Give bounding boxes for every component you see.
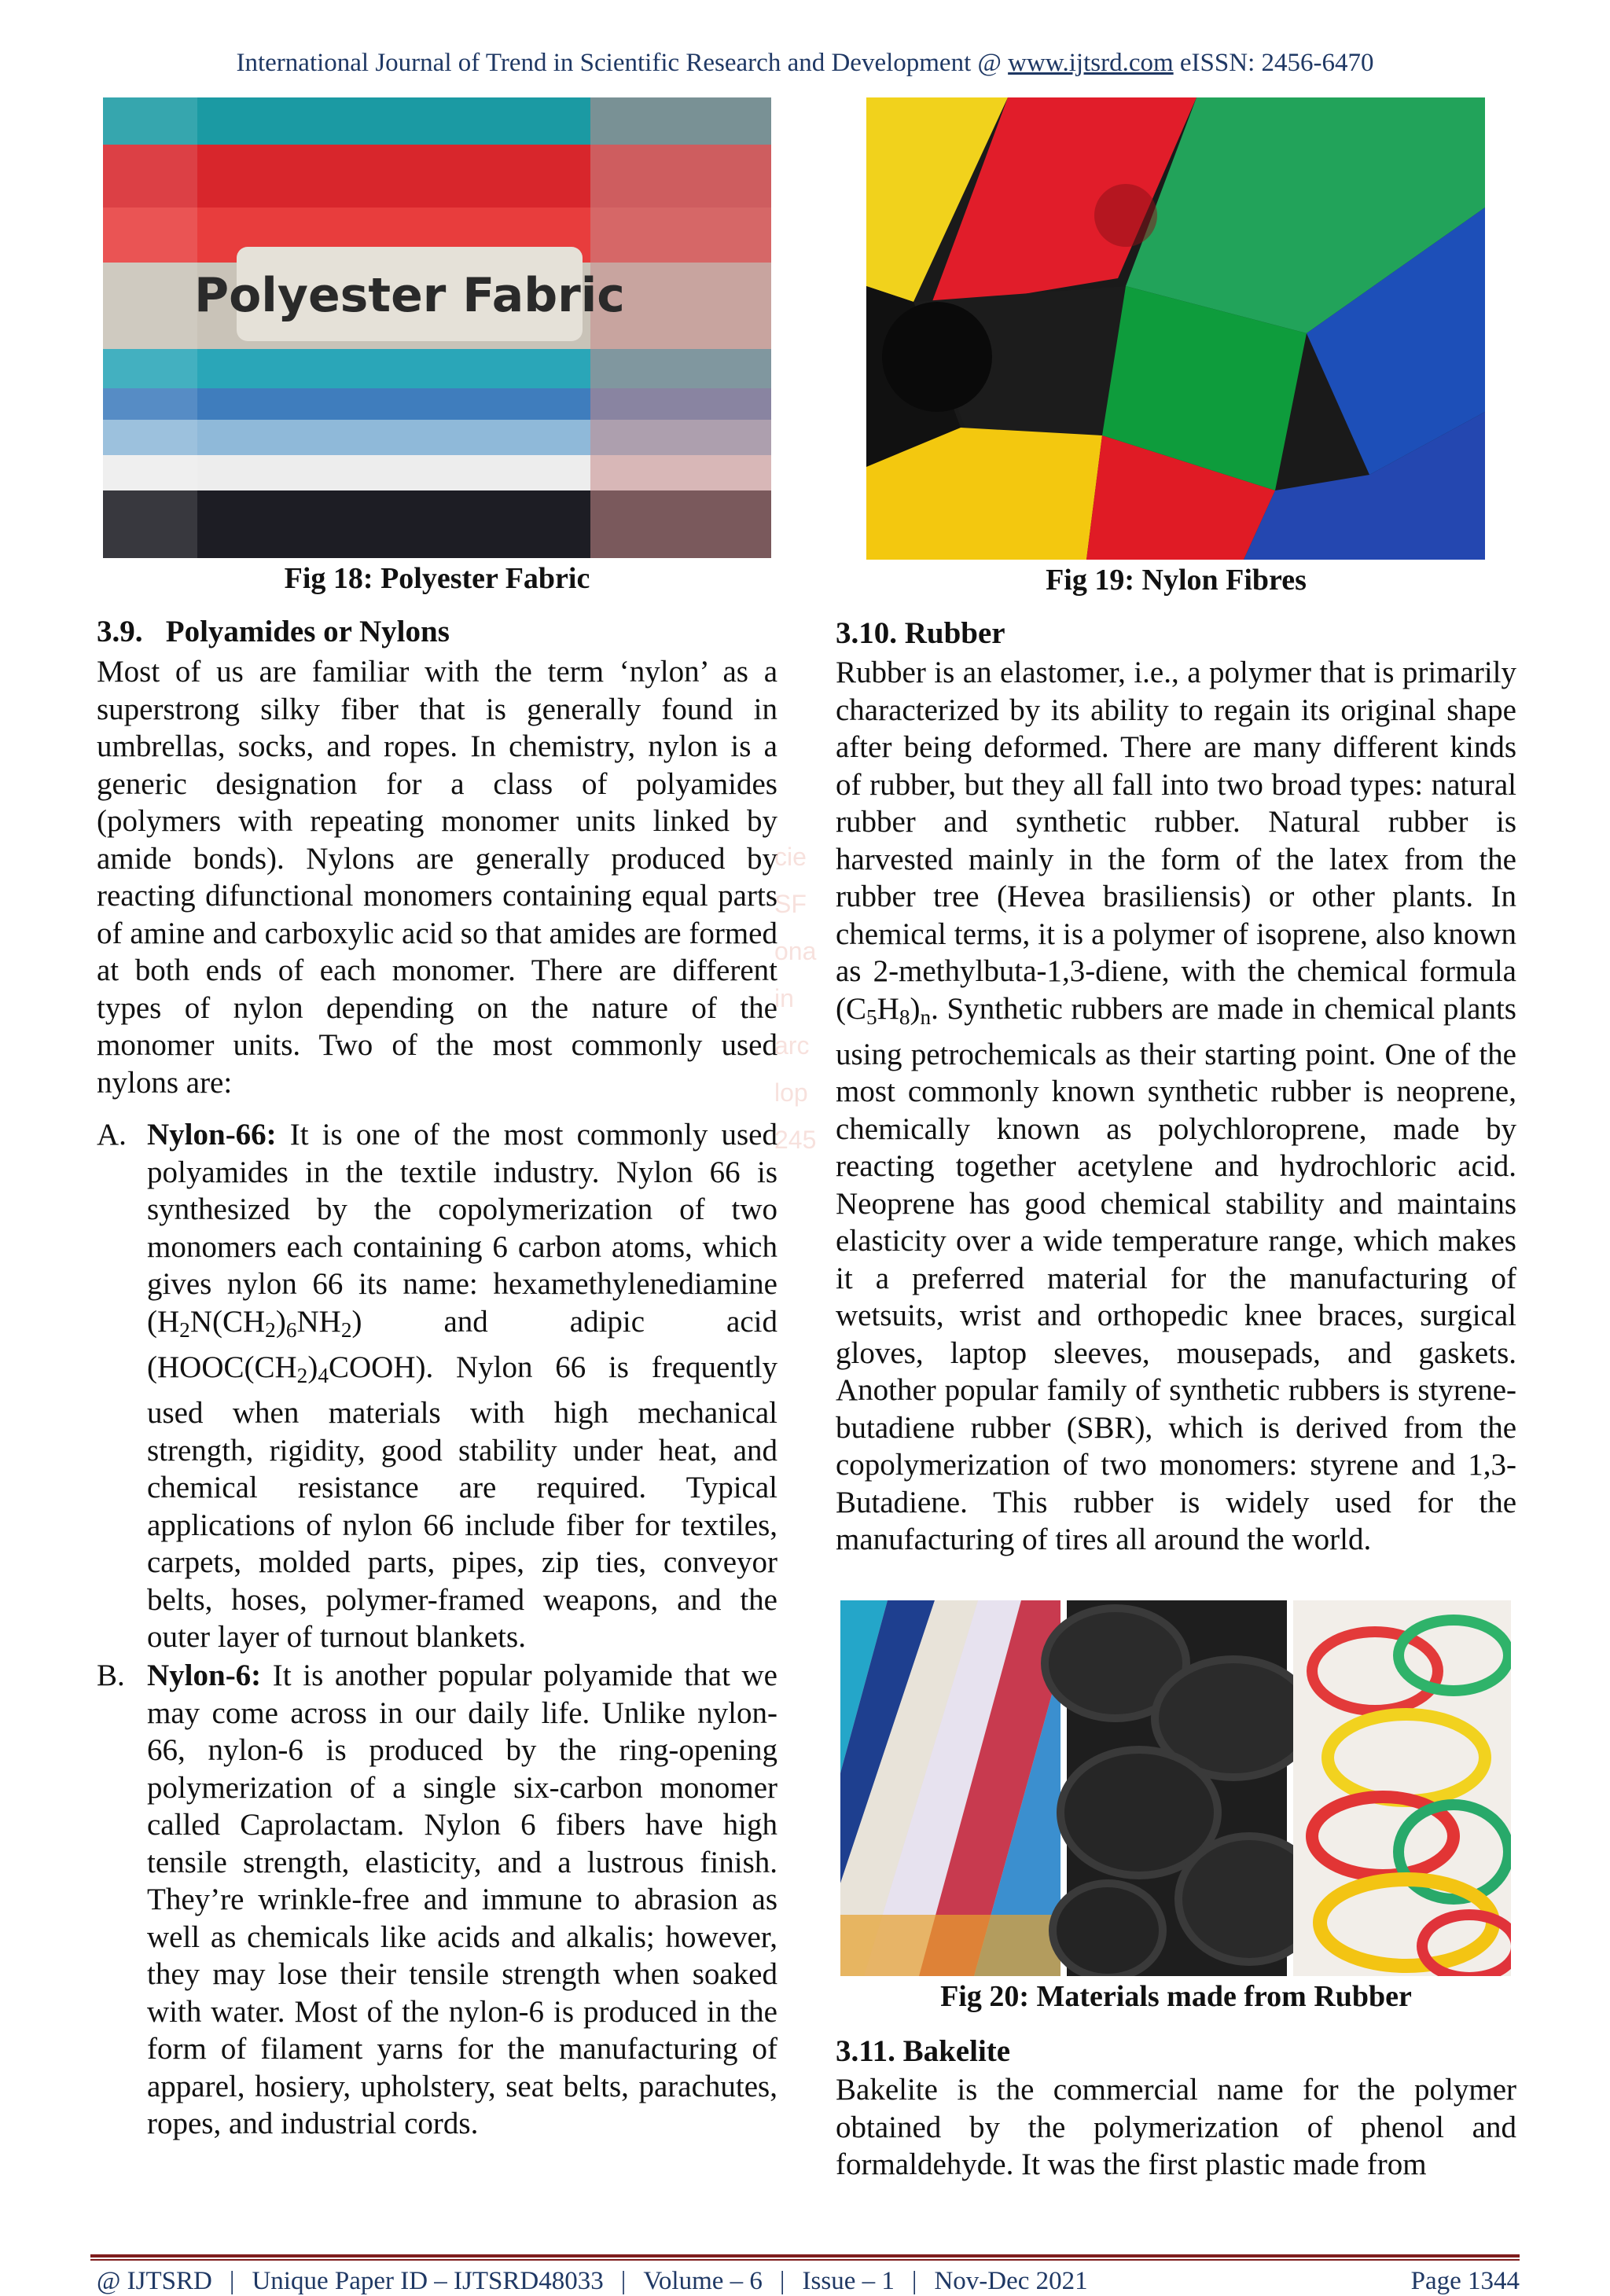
footer-issue: Issue – 1	[802, 2267, 895, 2295]
fig20-caption: Fig 20: Materials made from Rubber	[940, 1980, 1412, 2013]
section-title-3-10	[836, 615, 1005, 651]
watermark	[774, 833, 845, 1399]
section-heading: Rubber	[904, 616, 1005, 650]
watermark-text: lop	[774, 1078, 808, 1107]
list-marker-a: A.	[97, 1118, 127, 1152]
item-text: It is another popular polyamide that we may come across in our daily life. Unlike nylon-66, nylon-6 is produced by the ring-opening polymerization of a single six-carbon monomer called Caprolactam. Nylon 6 fibers have high tensile strength, elasticity, and a lustrous finish. They’re wrinkle-free and immune to abrasion as well as chemicals like acids and alkalis; however, they may lose their tensile strength when soaked with water. Most of the nylon-6 is produced in the form of filament yarns for the manufacturing of apparel, hosiery, upholstery, seat belts, parachutes, ropes, and industrial cords.	[147, 1659, 777, 2140]
subscript: 2	[340, 1317, 352, 1342]
polyester-label	[194, 247, 625, 341]
subscript: 2	[265, 1317, 276, 1342]
tires-panel	[1045, 1600, 1320, 1976]
body-text: H	[877, 991, 899, 1026]
journal-link[interactable]: www.ijtsrd.com	[1008, 49, 1174, 77]
item-text: )	[275, 1304, 286, 1339]
subscript: 4	[318, 1363, 329, 1387]
section-heading: Polyamides or Nylons	[165, 615, 450, 648]
subscript: 5	[866, 1005, 877, 1029]
item-text: COOH). Nylon 66 is frequently used when materials with high mechanical strength, rigidity, good stability under heat, and chemical resistance are required. Typical applications of nylon 66 include fiber for textiles, carpets, molded parts, pipes, zip ties, conveyor belts, hoses, polymer-framed weapons, and the outer layer of turnout blankets.	[147, 1350, 777, 1655]
page-number: Page 1344	[1410, 2267, 1520, 2295]
rubber-materials-image	[840, 1600, 1511, 1976]
footer-paper-id: Unique Paper ID – IJTSRD48033	[252, 2267, 604, 2295]
footer-separator: |	[911, 2267, 917, 2295]
section-heading: Bakelite	[902, 2034, 1011, 2068]
item-text: NH	[296, 1304, 341, 1339]
section-3-9-body: Most of us are familiar with the term ‘nylon’ as a superstrong silky fiber that is generally found in umbrellas, socks, and ropes. In chemistry, nylon is a generic designation for a class of polyamides (polymers with repeating monomer units linked by amide bonds). Nylons are generally produced by reacting difunctional monomers containing equal parts of amine and carboxylic acid so that amides are formed at both ends of each monomer. There are different types of nylon depending on the nature of the monomer units. Two of the most commonly used nylons are:	[97, 655, 777, 1100]
footer-info	[97, 2267, 1088, 2296]
journal-header	[0, 49, 1610, 78]
fig19-caption: Fig 19: Nylon Fibres	[1046, 564, 1307, 597]
section-title-3-9	[97, 614, 450, 649]
header-issn: eISSN: 2456-6470	[1173, 49, 1374, 77]
footer-separator: |	[229, 2267, 235, 2295]
footer-date: Nov-Dec 2021	[934, 2267, 1088, 2295]
watermark-text: ona	[774, 937, 817, 965]
item-text: )	[307, 1350, 318, 1384]
header-text: International Journal of Trend in Scientific Research and Development @	[236, 49, 1009, 77]
subscript: 2	[296, 1363, 308, 1387]
subscript: n	[920, 1005, 932, 1029]
item-text: N(CH	[189, 1304, 266, 1339]
watermark-text: in	[774, 984, 794, 1012]
section-title-3-11	[836, 2033, 1010, 2069]
watermark-text: SF	[774, 890, 807, 918]
section-3-10-body	[836, 654, 1516, 1559]
nylon-6-item	[147, 1657, 777, 2143]
watermark-text: 245	[774, 1126, 817, 1154]
footer-volume: Volume – 6	[643, 2267, 763, 2295]
footer-separator: |	[779, 2267, 785, 2295]
body-text: Rubber is an elastomer, i.e., a polymer that is primarily characterized by its ability to regain its original shape after being deformed. There are many different kinds of rubber, but they all fall into two broad types: natural rubber and synthetic rubber. Natural rubber is harvested mainly in the form of the latex from the rubber tree (Hevea brasiliensis) or other plants. In chemical terms, it is a polymer of isoprene, also known as 2-methylbuta-1,3-diene, with the chemical formula (C	[836, 656, 1516, 1026]
rubber-bands-panel	[1293, 1600, 1511, 1976]
nylon-66-item	[147, 1116, 777, 1656]
body-text: )	[910, 991, 921, 1026]
footer-rule-thin	[90, 2259, 1520, 2261]
watermark-text: cie	[774, 843, 807, 871]
footer-publisher: @ IJTSRD	[97, 2267, 212, 2295]
subscript: 2	[179, 1317, 190, 1342]
polyester-label-text: Polyester Fabric	[194, 268, 625, 323]
list-marker-b: B.	[97, 1659, 125, 1692]
section-number: 3.10.	[836, 616, 897, 650]
section-number: 3.9.	[97, 615, 143, 648]
nylon-66-term: Nylon-66:	[147, 1118, 277, 1152]
nylon-fibres-image	[866, 97, 1485, 560]
section-number: 3.11.	[836, 2034, 895, 2068]
item-text: It is one of the most commonly used polyamides in the textile industry. Nylon 66 is synthesized by the copolymerization of two monomers each containing 6 carbon atoms, which gives nylon 66 its name: hexamethylenediamine (H	[147, 1118, 777, 1339]
fig18-caption: Fig 18: Polyester Fabric	[284, 562, 590, 595]
nylon-6-term: Nylon-6:	[147, 1659, 262, 1692]
rubber-tubes-panel	[840, 1600, 1060, 1976]
body-text: . Synthetic rubbers are made in chemical plants using petrochemicals as their starting point. One of the most commonly known synthetic rubber is neoprene, chemically known as polychloroprene, made by reacting together acetylene and hydrochloric acid. Neoprene has good chemical stability and maintains elasticity over a wide temperature range, which makes it a preferred material for the manufacturing of wetsuits, wrist and orthopedic knee braces, surgical gloves, laptop sleeves, mousepads, and gaskets. Another popular family of synthetic rubbers is styrene-butadiene rubber (SBR), which is derived from the copolymerization of two monomers: styrene and 1,3-Butadiene. This rubber is widely used for the manufacturing of tires all around the world.	[836, 991, 1516, 1557]
subscript: 8	[899, 1005, 910, 1029]
subscript: 6	[285, 1317, 297, 1342]
footer-rule	[90, 2254, 1520, 2257]
polyester-fabric-image	[103, 97, 771, 558]
page-footer	[97, 2267, 1520, 2296]
watermark-text: arc	[774, 1031, 810, 1060]
item-text: ) and adipic acid (HOOC(CH	[147, 1304, 777, 1384]
section-3-11-body: Bakelite is the commercial name for the polymer obtained by the polymerization of phenol and formaldehyde. It was the first plastic made from	[836, 2073, 1516, 2181]
footer-separator: |	[620, 2267, 627, 2295]
